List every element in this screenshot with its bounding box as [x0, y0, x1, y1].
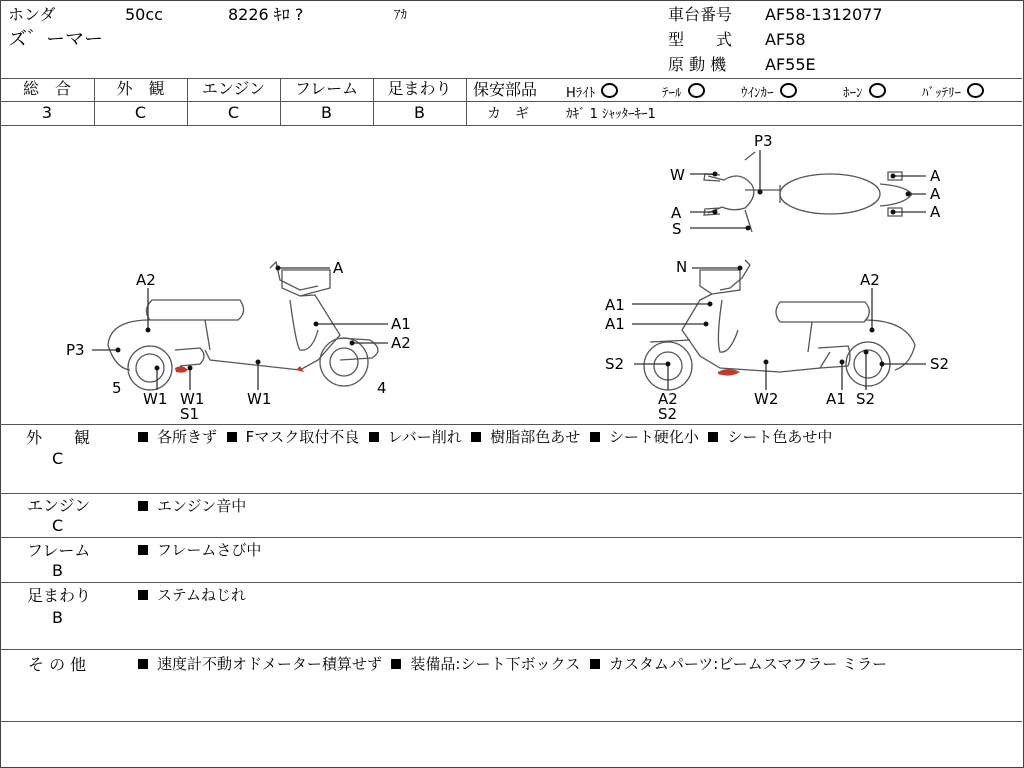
bullet-icon	[138, 501, 148, 511]
note-other-items: 速度計不動オドメーター積算せず 装備品:シート下ボックス カスタムパーツ:ビームスマフラー ミラー	[138, 656, 887, 673]
bullet-icon	[138, 432, 148, 442]
bullet-icon	[708, 432, 718, 442]
divider	[0, 721, 1022, 722]
lbl-right-s2d: S2	[856, 390, 876, 408]
key-label: カ ギ	[487, 106, 529, 122]
note-suspension-grade: B	[52, 608, 63, 627]
note-engine-items: エンジン音中	[138, 498, 246, 515]
lbl-right-s2b: S2	[930, 355, 950, 373]
ok-circle-icon	[688, 83, 705, 98]
ok-circle-icon	[601, 83, 618, 98]
body-color: ｱｶ	[394, 8, 407, 23]
grade-suspension-value: B	[414, 103, 425, 122]
frame-no: AF58-1312077	[765, 5, 883, 24]
lbl-top-a4: A	[930, 203, 941, 221]
engine-label: 原 動 機	[668, 55, 727, 74]
grade-total-label: 総 合	[22, 79, 71, 98]
lbl-left-a2b: A2	[391, 334, 411, 352]
lbl-right-a1c: A1	[826, 390, 846, 408]
grade-exterior-value: C	[134, 103, 147, 122]
lbl-left-5: 5	[112, 379, 122, 397]
divider	[0, 649, 1022, 650]
note-suspension-items: ステムねじれ	[138, 587, 246, 604]
frame-no-label: 車台番号	[668, 5, 733, 24]
safety-item-tail: ﾃｰﾙ	[662, 83, 705, 101]
lbl-top-p3: P3	[754, 132, 773, 150]
note-frame-items: フレームさび中	[138, 542, 261, 559]
grade-suspension-label: 足まわり	[387, 79, 452, 98]
bullet-icon	[138, 545, 148, 555]
lbl-top-w: W	[670, 166, 685, 184]
lbl-left-s1: S1	[180, 405, 200, 423]
bullet-icon	[138, 659, 148, 669]
bullet-icon	[590, 432, 600, 442]
lbl-top-a1: A	[671, 204, 682, 222]
lbl-right-a2: A2	[860, 271, 880, 289]
divider	[0, 537, 1022, 538]
lbl-left-w1: W1	[143, 390, 168, 408]
note-engine-label: エンジン	[27, 496, 91, 515]
model-name: ズ゛ーマー	[8, 28, 104, 50]
note-engine-grade: C	[52, 516, 64, 535]
top-view-scooter	[704, 152, 912, 232]
lbl-left-a: A	[333, 259, 344, 277]
type-value: AF58	[765, 30, 806, 49]
lbl-top-s: S	[672, 220, 682, 238]
grade-engine-value: C	[227, 103, 240, 122]
displacement: 50cc	[125, 5, 163, 24]
lbl-top-a3: A	[930, 185, 941, 203]
note-other-label: そ の 他	[28, 655, 87, 674]
engine-value: AF55E	[765, 55, 816, 74]
safety-label: 保安部品	[473, 80, 538, 99]
lbl-right-n: N	[676, 258, 688, 276]
lbl-left-4: 4	[377, 379, 387, 397]
bullet-icon	[227, 432, 237, 442]
divider	[466, 101, 1022, 102]
lbl-left-w1c: W1	[247, 390, 272, 408]
lbl-left-p3: P3	[66, 341, 85, 359]
type-label: 型 式	[668, 30, 733, 49]
note-frame-grade: B	[52, 561, 63, 580]
bullet-icon	[471, 432, 481, 442]
grade-exterior-label: 外 観	[116, 79, 165, 98]
note-frame-label: フレーム	[27, 541, 91, 560]
lbl-right-w2: W2	[754, 390, 779, 408]
lbl-right-a2b: A2	[658, 390, 678, 408]
ok-circle-icon	[967, 83, 984, 98]
bullet-icon	[590, 659, 600, 669]
ok-circle-icon	[780, 83, 797, 98]
note-exterior-grade: C	[52, 449, 64, 468]
bullet-icon	[138, 590, 148, 600]
lbl-top-a2: A	[930, 167, 941, 185]
mileage: 8226 ｷﾛ ?	[228, 5, 304, 24]
note-suspension-label: 足まわり	[27, 586, 92, 605]
lbl-right-a1b: A1	[605, 315, 625, 333]
grade-frame-value: B	[321, 103, 332, 122]
bullet-icon	[369, 432, 379, 442]
divider	[0, 424, 1022, 425]
lbl-right-a1: A1	[605, 296, 625, 314]
lbl-left-a1: A1	[391, 315, 411, 333]
bullet-icon	[391, 659, 401, 669]
grade-engine-label: エンジン	[201, 79, 266, 98]
damage-diagram	[0, 126, 1022, 424]
note-exterior-label: 外 観	[26, 428, 91, 447]
lbl-left-a2: A2	[136, 271, 156, 289]
ok-circle-icon	[869, 83, 886, 98]
lbl-left-w1b: W1	[180, 390, 205, 408]
lbl-right-s2c: S2	[658, 405, 678, 423]
divider	[0, 493, 1022, 494]
key-value: ｶｷﾞ 1 ｼｬｯﾀｰｷｰ1	[566, 107, 656, 122]
grade-frame-label: フレーム	[294, 79, 359, 98]
safety-item-headlight: Hﾗｲﾄ	[566, 83, 618, 101]
safety-item-winker: ｳｲﾝｶｰ	[741, 83, 797, 101]
grade-total-value: 3	[41, 103, 53, 122]
note-exterior-items: 各所きず Fマスク取付不良 レバー削れ 樹脂部色あせ シート硬化小 シート色あせ中	[138, 429, 832, 446]
divider	[0, 101, 466, 102]
safety-item-horn: ﾎｰﾝ	[843, 83, 886, 101]
maker: ホンダ	[8, 5, 56, 24]
divider	[466, 78, 467, 125]
lbl-right-s2: S2	[605, 355, 625, 373]
divider	[0, 582, 1022, 583]
safety-item-battery: ﾊﾞｯﾃﾘｰ	[922, 83, 984, 101]
